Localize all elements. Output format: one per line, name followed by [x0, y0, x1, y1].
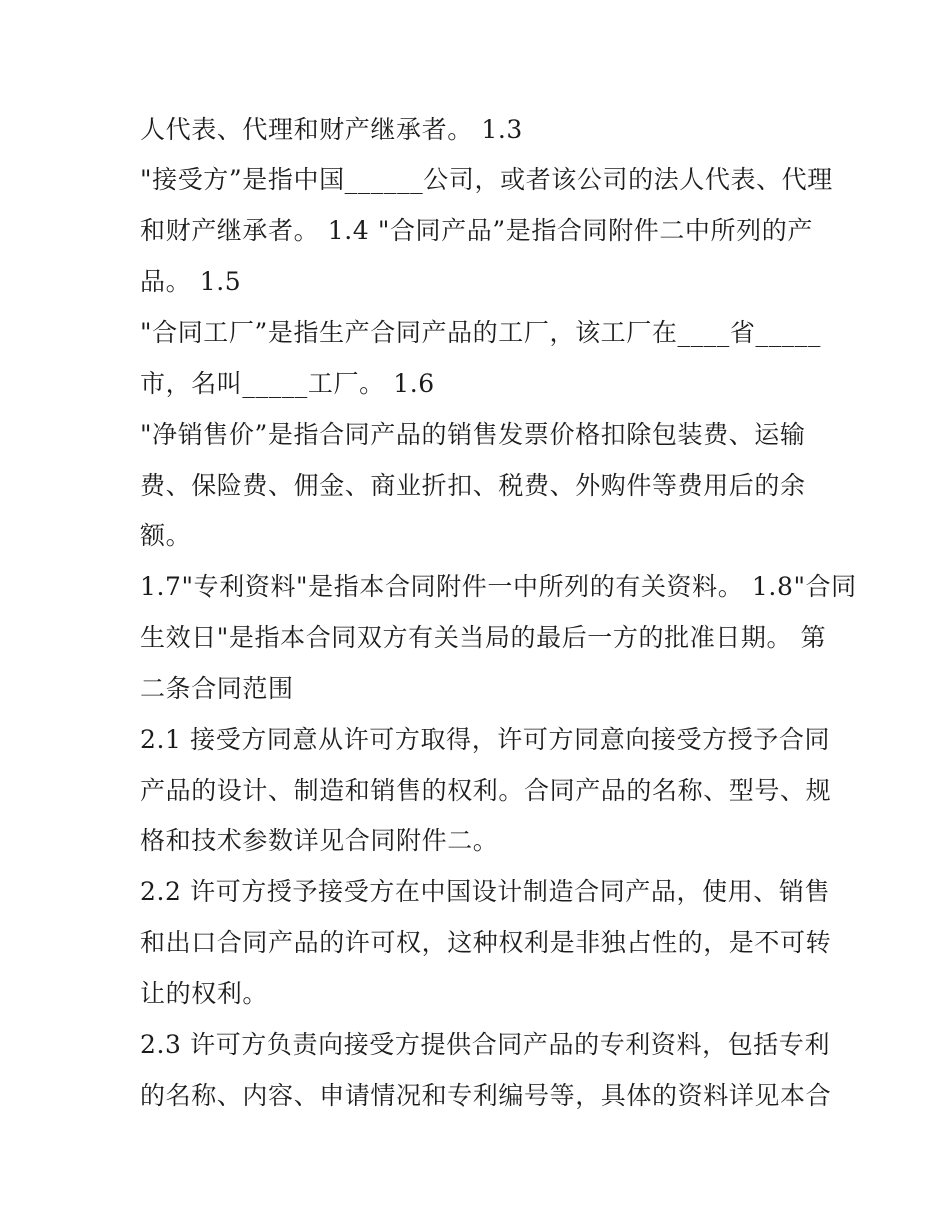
text-line: "接受方”是指中国______公司，或者该公司的法人代表、代理	[140, 165, 833, 194]
text-line: 生效日"是指本合同双方有关当局的最后一方的批准日期。 第	[140, 623, 827, 652]
text-line: 二条合同范围	[140, 674, 294, 703]
text-line: 和财产继承者。 1.4 "合同产品”是指合同附件二中所列的产	[140, 216, 813, 245]
text-line: 人代表、代理和财产继承者。 1.3	[140, 115, 523, 144]
text-line: 和出口合同产品的许可权，这种权利是非独占性的，是不可转	[140, 928, 832, 957]
text-line: "合同工厂”是指生产合同产品的工厂，该工厂在____省_____	[140, 318, 821, 347]
text-line: 的名称、内容、申请情况和专利编号等，具体的资料详见本合	[140, 1081, 832, 1110]
text-line: 1.7"专利资料"是指本合同附件一中所列的有关资料。 1.8"合同	[140, 572, 857, 601]
text-line: "净销售价”是指合同产品的销售发票价格扣除包装费、运输	[140, 420, 806, 449]
text-line: 2.1 接受方同意从许可方取得，许可方同意向接受方授予合同	[140, 725, 831, 754]
text-line: 额。	[140, 521, 192, 550]
text-line: 产品的设计、制造和销售的权利。合同产品的名称、型号、规	[140, 776, 832, 805]
text-line: 2.3 许可方负责向接受方提供合同产品的专利资料，包括专利	[140, 1030, 831, 1059]
text-line: 2.2 许可方授予接受方在中国设计制造合同产品，使用、销售	[140, 877, 831, 906]
text-line: 费、保险费、佣金、商业折扣、税费、外购件等费用后的余	[140, 471, 806, 500]
text-line: 市，名叫_____工厂。 1.6	[140, 369, 435, 398]
text-line: 品。 1.5	[140, 267, 242, 296]
text-line: 让的权利。	[140, 979, 269, 1008]
text-line: 格和技术参数详见合同附件二。	[140, 826, 499, 855]
